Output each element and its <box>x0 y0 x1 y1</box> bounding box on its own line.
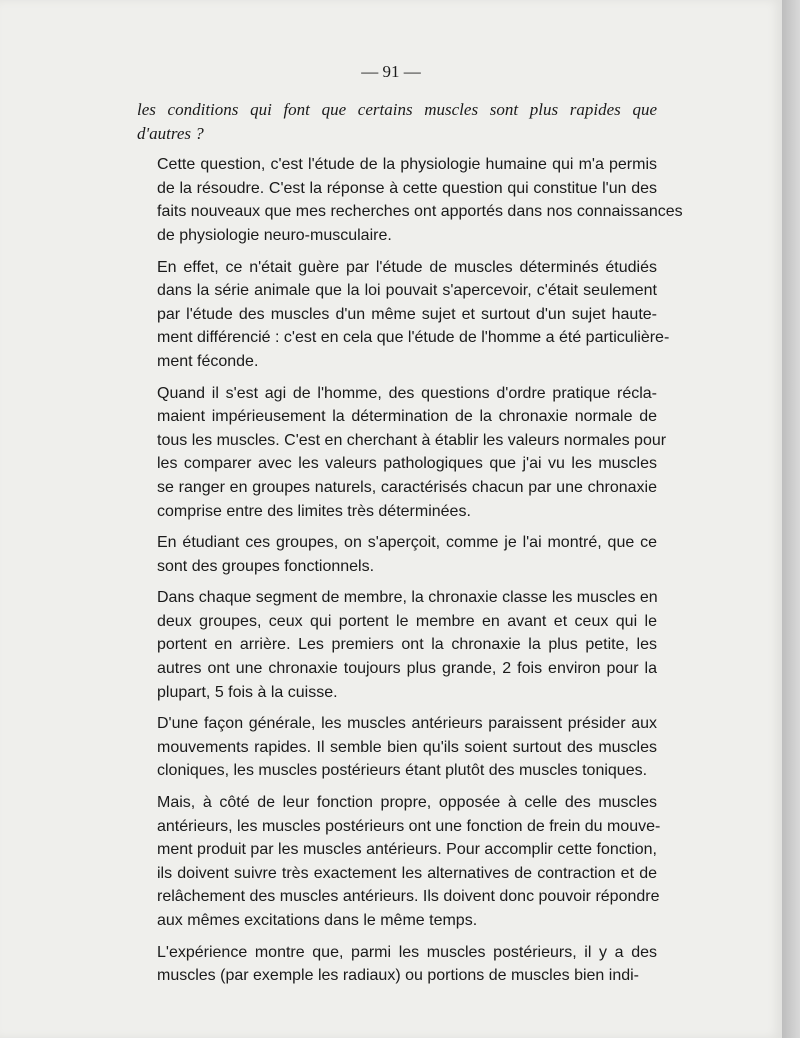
text-line: aux mêmes excitations dans le même temps. <box>157 912 478 929</box>
text-line: sont des groupes fonctionnels. <box>157 557 375 575</box>
text-line: de physiologie neuro-musculaire. <box>157 226 392 244</box>
text-line: autres ont une chronaxie toujours plus grande, 2 fois environ pour la <box>157 660 657 678</box>
text-line: se ranger en groupes naturels, caractérisés chacun par une chronaxie <box>157 478 657 496</box>
text-line: maient impérieusement la détermination de la chronaxie normale de <box>157 408 657 426</box>
text-line: comprise entre des limites très déterminées. <box>157 502 471 520</box>
text-line: faits nouveaux que mes recherches ont apportés dans nos connaissances <box>157 203 683 221</box>
paragraph <box>137 153 683 247</box>
text-line: antérieurs, les muscles postérieurs ont une fonction de frein du mouve- <box>157 817 661 835</box>
page-number: — 91 — <box>361 62 421 81</box>
text-line: portent en arrière. Les premiers ont la chronaxie la plus petite, les <box>157 636 657 654</box>
text-line: Quand il s'est agi de l'homme, des questions d'ordre pratique récla- <box>157 384 657 402</box>
paragraph <box>137 941 657 988</box>
text-line: ment différencié : c'est en cela que l'étude de l'homme a été particulière- <box>157 329 670 347</box>
text-line: Mais, à côté de leur fonction propre, opposée à celle des muscles <box>157 794 657 812</box>
text-line: tous les muscles. C'est en cherchant à établir les valeurs normales pour <box>157 431 667 449</box>
text-line: les comparer avec les valeurs pathologiques que j'ai vu les muscles <box>157 455 657 473</box>
page-edge <box>782 0 800 1038</box>
text-line: les conditions qui font que certains muscles sont plus rapides que <box>137 100 657 119</box>
paragraph <box>137 791 661 933</box>
text-line: En étudiant ces groupes, on s'aperçoit, comme je l'ai montré, que ce <box>157 534 657 552</box>
body-text <box>137 98 683 988</box>
text-line: Cette question, c'est l'étude de la physiologie humaine qui m'a permis <box>157 156 657 174</box>
text-line: ment féconde. <box>157 352 259 370</box>
text-line: de la résoudre. C'est la réponse à cette question qui constitue l'un des <box>157 179 657 197</box>
paragraph <box>137 531 657 578</box>
text-line: L'expérience montre que, parmi les muscles postérieurs, il y a des <box>157 943 657 961</box>
paragraph <box>137 256 670 374</box>
text-line: ils doivent suivre très exactement les alternatives de contraction et de <box>157 864 657 882</box>
text-line: muscles (par exemple les radiaux) ou portions de muscles bien indi- <box>157 967 639 985</box>
paragraph <box>137 712 657 783</box>
text-line: par l'étude des muscles d'un même sujet et surtout d'un sujet haute- <box>157 305 657 323</box>
text-line: dans la série animale que la loi pouvait s'apercevoir, c'était seulement <box>157 282 657 300</box>
text-line: cloniques, les muscles postérieurs étant plutôt des muscles toniques. <box>157 762 648 780</box>
text-line: D'une façon générale, les muscles antérieurs paraissent présider aux <box>157 715 657 733</box>
paragraph <box>137 98 657 145</box>
text-line: mouvements rapides. Il semble bien qu'ils soient surtout des muscles <box>157 738 657 756</box>
text-line: relâchement des muscles antérieurs. Ils doivent donc pouvoir répondre <box>157 888 660 906</box>
text-line: deux groupes, ceux qui portent le membre en avant et ceux qui le <box>157 612 657 630</box>
paragraph <box>137 382 667 524</box>
text-line: Dans chaque segment de membre, la chronaxie classe les muscles en <box>157 589 658 607</box>
text-line: En effet, ce n'était guère par l'étude de muscles déterminés étudiés <box>157 258 657 276</box>
text-line: ment produit par les muscles antérieurs. Pour accomplir cette fonction, <box>157 841 657 859</box>
paragraph <box>137 586 657 704</box>
text-line: d'autres ? <box>137 123 204 143</box>
text-line: plupart, 5 fois à la cuisse. <box>157 683 338 701</box>
